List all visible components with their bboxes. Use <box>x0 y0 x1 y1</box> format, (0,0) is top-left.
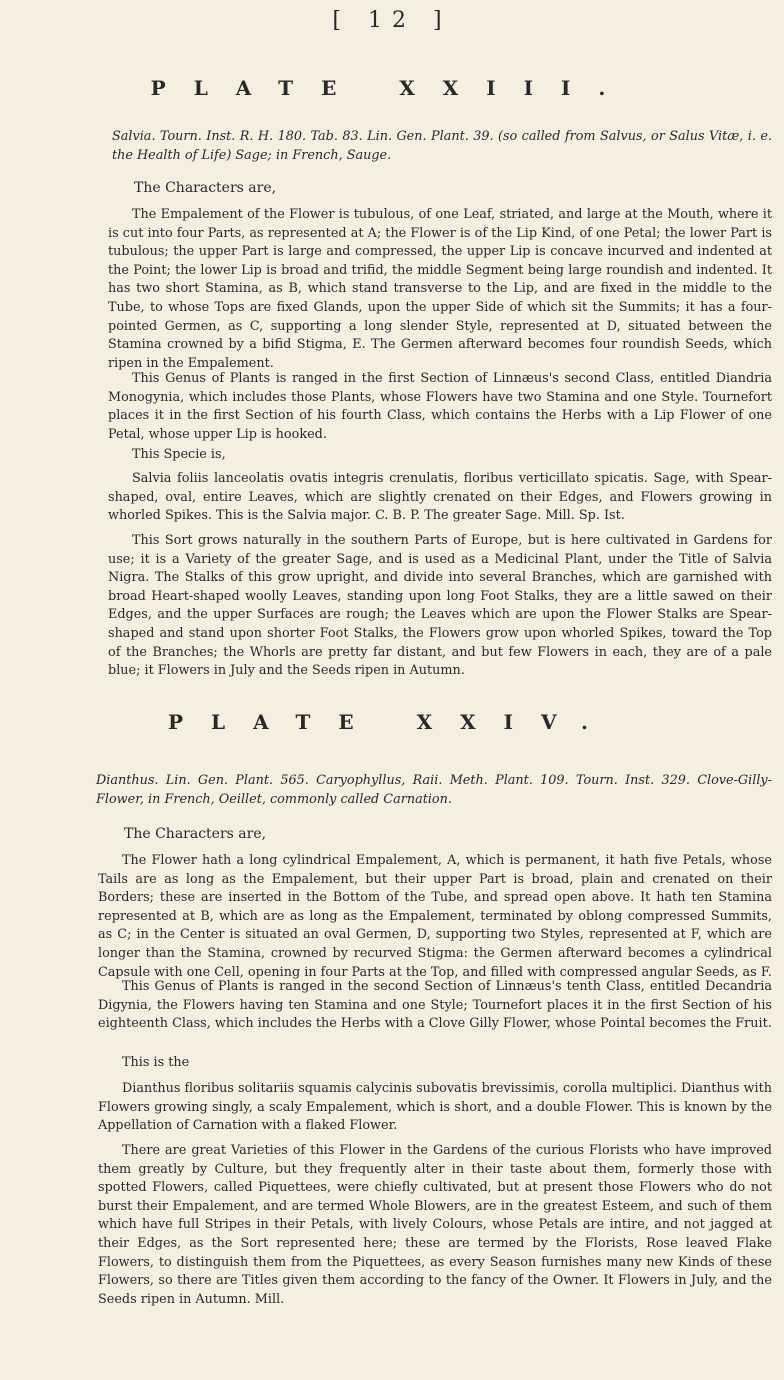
plate-23-paragraph-1: The Empalement of the Flower is tubulous, of one Leaf, striated, and large at the Mouth, where it is cut into four Parts, as represented at A; the Flower is of the Lip Kind, of one Petal; the lower Part is tubulous; the upper Part is large and compressed, the upper Lip is concave incurved and indented at the Point; the lower Lip is broad and trifid, the middle Segment being large roundish and indented. It has two short Stamina, as B, which stand transverse to the Lip, and are fixed in the middle to the Tube, to whose Tops are fixed Glands, upon the upper Side of which sit the Summits; it has a four-pointed Germen, as C, supporting a long slender Style, represented at D, situated between the Stamina crowned by a bifid Stigma, E. The Germen afterward becomes four roundish Seeds, which ripen in the Empalement. <box>108 207 772 371</box>
plate-24-title: PLATE XXIV. <box>168 710 616 734</box>
page-number: [ 12 ] <box>332 8 452 33</box>
plate-23-characters: The Characters are, <box>134 180 277 196</box>
plate-24-paragraph-3: This is the <box>122 1055 190 1070</box>
plate-24-paragraph-5: There are great Varieties of this Flower in the Gardens of the curious Florists who have improved them greatly by Culture, but they frequently alter in their taste about them, formerly those with spotted Flowers, called Piquettees, were chiefly cultivated, but at present those Flowers who do not burst their Empalement, and are termed Whole Blowers, are in the greatest Esteem, and such of them which have full Stripes in their Petals, with lively Colours, whose Petals are intire, and not jagged at their Edges, as the Sort represented here; these are termed by the Florists, Rose leaved Flake Flowers, to distinguish them from the Piquettees, as every Season furnishes many new Kinds of these Flowers, so there are Titles given them according to the fancy of the Owner. It Flowers in July, and the Seeds ripen in Autumn. Mill. <box>98 1143 772 1307</box>
plate-23-paragraph-2: This Genus of Plants is ranged in the first Section of Linnæus's second Class, entitled Diandria Monogynia, which includes those Plants, whose Flowers have two Stamina and one Style. Tournefort places it in the first Section of his fourth Class, which contains the Herbs with a Lip Flower of one Petal, whose upper Lip is hooked. <box>108 371 772 442</box>
plate-23-heading: Salvia. Tourn. Inst. R. H. 180. Tab. 83. Lin. Gen. Plant. 39. (so called from Salvus, or Salus Vitæ, i. e. the Health of Life) Sage; in French, Sauge. <box>112 129 772 163</box>
plate-23-title: PLATE XXIII. <box>150 76 634 100</box>
plate-23-paragraph-3: This Specie is, <box>132 447 226 462</box>
plate-24-paragraph-4: Dianthus floribus solitariis squamis calycinis subovatis brevissimis, corolla multiplici. Dianthus with Flowers growing singly, a scaly Empalement, which is short, and a double Flower. This is known by the Appellation of Carnation with a flaked Flower. <box>98 1081 772 1134</box>
plate-23-paragraph-5: This Sort grows naturally in the southern Parts of Europe, but is here cultivated in Gardens for use; it is a Variety of the greater Sage, and is used as a Medicinal Plant, under the Title of Salvia Nigra. The Stalks of this grow upright, and divide into several Branches, which are garnished with broad Heart-shaped woolly Leaves, standing upon long Foot Stalks, they are a little sawed on their Edges, and the upper Surfaces are rough; the Leaves which are upon the Flower Stalks are Spear-shaped and stand upon shorter Foot Stalks, the Flowers grow upon whorled Spikes, toward the Top of the Branches; the Whorls are pretty far distant, and but few Flowers in each, they are of a pale blue; it Flowers in July and the Seeds ripen in Autumn. <box>108 533 772 679</box>
plate-24-paragraph-1: The Flower hath a long cylindrical Empalement, A, which is permanent, it hath five Petals, whose Tails are as long as the Empalement, but their upper Part is broad, plain and crenated on their Borders; these are inserted in the Bottom of the Tube, and spread open above. It hath ten Stamina represented at B, which are as long as the Empalement, terminated by oblong compressed Summits, as C; in the Center is situated an oval Germen, D, supporting two Styles, represented at F, which are longer than the Stamina, crowned by recurved Stigma: the Germen afterward becomes a cylindrical Capsule with one Cell, opening in four Parts at the Top, and filled with compressed angular Seeds, as F. <box>98 853 772 980</box>
plate-24-paragraph-2: This Genus of Plants is ranged in the second Section of Linnæus's tenth Class, entitled Decandria Digynia, the Flowers having ten Stamina and one Style; Tournefort places it in the first Section of his eighteenth Class, which includes the Herbs with a Clove Gilly Flower, whose Pointal becomes the Fruit. <box>98 979 772 1032</box>
plate-23-paragraph-4: Salvia foliis lanceolatis ovatis integris crenulatis, floribus verticillato spicatis. Sage, with Spear-shaped, oval, entire Leaves, which are slightly crenated on their Edges, and Flowers growing in whorled Spikes. This is the Salvia major. C. B. P. The greater Sage. Mill. Sp. Ist. <box>108 471 772 524</box>
plate-24-heading: Dianthus. Lin. Gen. Plant. 565. Caryophyllus, Raii. Meth. Plant. 109. Tourn. Inst. 329. Clove-Gilly-Flower, in French, Oeillet, commonly called Carnation. <box>96 773 772 807</box>
plate-24-characters: The Characters are, <box>124 826 267 842</box>
